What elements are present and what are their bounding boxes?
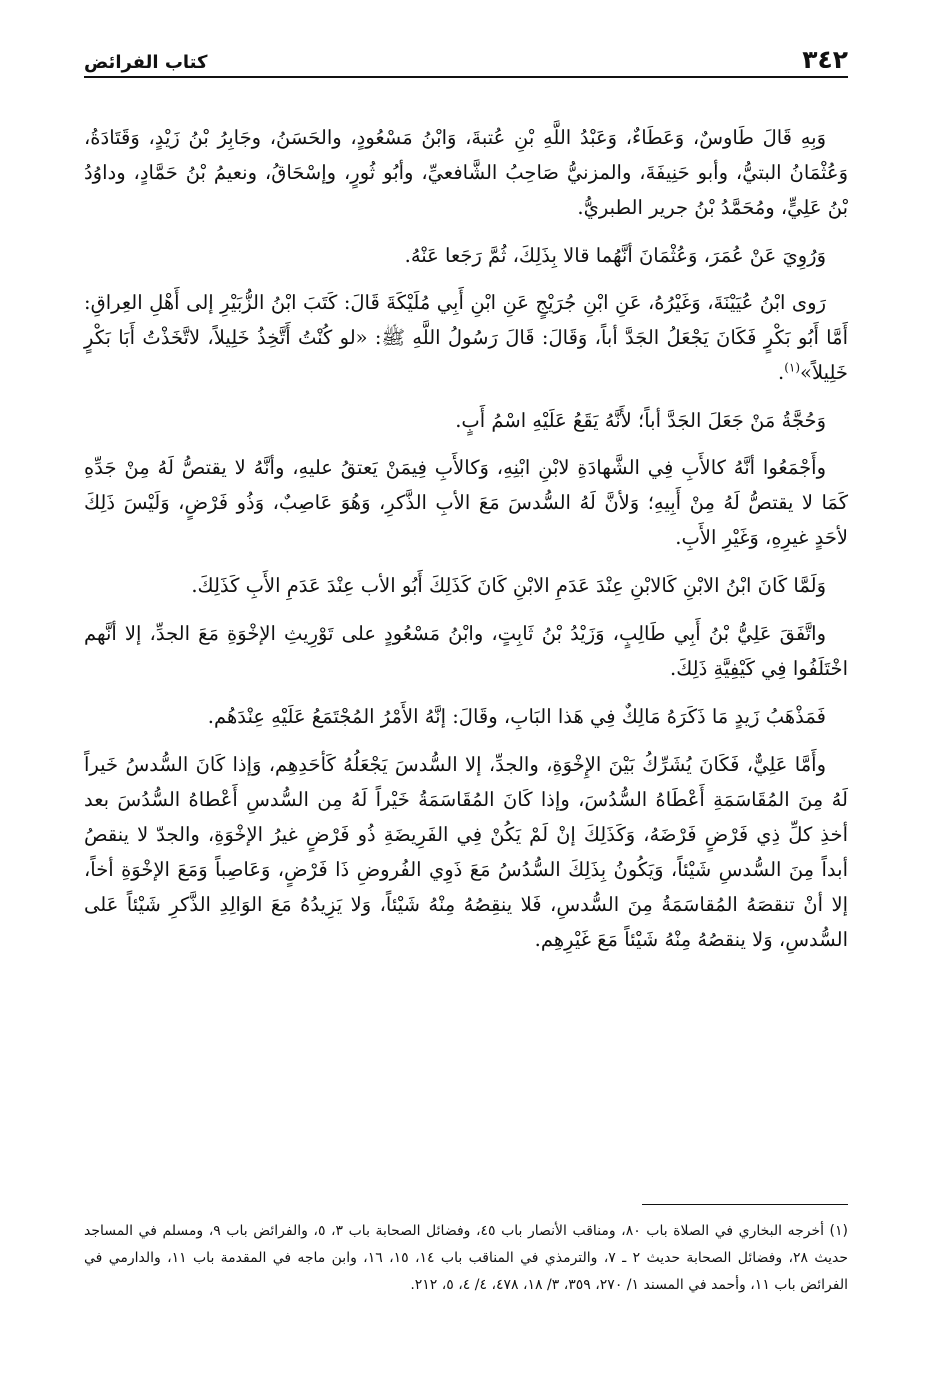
- paragraph-3-text: رَوى ابْنُ عُيَيْنَةَ، وَغَيْرُهُ، عَنِ ابْنِ جُرَيْجٍ عَنِ ابْنِ أَبِي مُلَيْكَةَ قَالَ: كَتَبَ ابْنُ الزُّبَيْرِ إلى أَهْلِ العِراقِ: أَمَّا أَبُو بَكْرٍ فَكَانَ يَجْعَلُ الجَدَّ أباً، وَقَالَ: قَالَ رَسُولُ اللَّهِ ﷺ: «لو كُنْتُ أَتَّخِذُ خَلِيلاً، لاتَّخَذْتُ أَبَا بَكْرٍ خَلِيلاً»: [84, 291, 848, 384]
- paragraph-7: واتَّفَقَ عَلِيُّ بْنُ أَبِي طَالِبٍ، وَزَيْدُ بْنُ ثَابِتٍ، وابْنُ مَسْعُودٍ على تَوْرِيثِ الإخْوَةِ مَعَ الجدِّ، إلا أنَّهم اخْتَلَفُوا فِي كَيْفِيَّةِ ذَلِكَ.: [84, 622, 848, 680]
- paragraph-9: وأَمَّا عَلِيٌّ، فَكَانَ يُشَرِّكُ بَيْنَ الإِخْوَةِ، والجدِّ، إلا السُّدسَ يَجْعَلُهُ كَأحَدِهِم، وَإذا كَانَ السُّدسُ خَيراً لَهُ مِنَ المُقَاسَمَةِ أَعْطَاهُ السُّدُسَ، وإذا كَانَ المُقَاسَمَةُ خَيْراً لَهُ مِن السُّدسِ أَعْطاهُ السُّدُسَ بعد أخذِ كلِّ ذِي فَرْضٍ فَرْضَهُ، وَكَذَلِكَ إنْ لَمْ يَكُنْ فِي الفَرِيضَةِ ذُو فَرْضٍ غيرُ الإخْوَةِ، والجدّ لا ينقصُ أبداً مِنَ السُّدسِ شَيْئاً، وَيَكُونُ بِذَلِكَ السُّدُسُ مَعَ ذَوِي الفُروضِ ذَا فَرْضٍ، وَعَاصِباً وَمَعَ الإخْوَةِ أخاً، إلا أنْ تنقصَهُ المُقاسَمَةُ مِنَ السُّدسِ، فَلا ينقِصُهُ مِنْهُ شَيْئاً، وَلا يَزِيدُهُ مَعَ الوَالِدِ الذَّكرِ شَيْئاً عَلى السُّدسِ، وَلا ينقصُهُ مِنْهُ شَيْئاً مَعَ غَيْرِهِم.: [84, 753, 848, 951]
- footnote-reference[interactable]: (١): [784, 360, 801, 375]
- footnote-1: (١) أخرجه البخاري في الصلاة باب ٨٠، ومناقب الأنصار باب ٤٥، وفضائل الصحابة باب ٣، ٥، والفرائض باب ٩، ومسلم في المساجد حديث ٢٨، وفضائل الصحابة حديث ٢ ـ ٧، والترمذي في المناقب باب ١٤، ١٥، ١٦، وابن ماجه في المقدمة باب ١١، والدارمي في الفرائض باب ١١، وأحمد في المسند ١/ ٢٧٠، ٣٥٩، ٣/ ١٨، ٤٧٨، ٤/ ٤، ٥، ٢١٢.: [84, 1223, 849, 1293]
- main-text: [84, 120, 848, 957]
- paragraph-3: رَوى ابْنُ عُيَيْنَةَ، وَغَيْرُهُ، عَنِ ابْنِ جُرَيْجٍ عَنِ ابْنِ أَبِي مُلَيْكَةَ قَالَ: كَتَبَ ابْنُ الزُّبَيْرِ إلى أَهْلِ العِراقِ: أَمَّا أَبُو بَكْرٍ فَكَانَ يَجْعَلُ الجَدَّ أباً، وَقَالَ: قَالَ رَسُولُ اللَّهِ ﷺ: «لو كُنْتُ أَتَّخِذُ خَلِيلاً، لاتَّخَذْتُ أَبَا بَكْرٍ خَلِيلاً»$^{(١)}$.: [84, 291, 848, 384]
- paragraph-2: وَرُوِيَ عَنْ عُمَرَ، وَعُثْمَانَ أنَّهُما قالا بِذَلِكَ، ثُمَّ رَجَعا عَنْهُ.: [404, 244, 826, 267]
- book-title: كتاب الفرائض: [84, 52, 208, 73]
- page-header: [84, 36, 848, 78]
- footnotes: [84, 1218, 848, 1299]
- page-number: ٣٤٢: [802, 45, 848, 74]
- paragraph-6: وَلَمَّا كَانَ ابْنُ الابْنِ كَالابْنِ عِنْدَ عَدَمِ الابْنِ كَانَ كَذَلِكَ أَبُو الأب عِنْدَ عَدَمِ الأَبِ كَذَلِكَ.: [191, 574, 826, 597]
- paragraph-1: وَبِهِ قَالَ طَاوسٌ، وَعَطَاءٌ، وَعَبْدُ اللَّهِ بْنِ عُتبةَ، وَابْنُ مَسْعُودٍ، والحَسَنُ، وجَابِرُ بْنُ زَيْدٍ، وَقَتَادَةُ، وَعُثْمَانُ البتيُّ، وأبو حَنِيفَةَ، والمزنيُّ صَاحِبُ الشَّافعيِّ، وأبُو ثُورٍ، وإسْحَاقُ، ونعيمُ بْنُ حَمَّادٍ، وداوُدُ بْنُ عَلِيٍّ، ومُحَمَّدُ بْنُ جرير الطبريُّ.: [84, 126, 848, 219]
- paragraph-4: وَحُجَّةُ مَنْ جَعَلَ الجَدَّ أباً؛ لأَنَّهُ يَقَعُ عَلَيْهِ اسْمُ أَبٍ.: [455, 409, 826, 432]
- paragraph-8: فَمَذْهَبُ زَيدٍ مَا ذَكَرَهُ مَالِكٌ فِي هَذا البَابِ، وقَالَ: إنَّهُ الأَمْرُ المُجْتَمَعُ عَلَيْهِ عِنْدَهُم.: [207, 705, 826, 728]
- footnote-divider: [642, 1204, 848, 1205]
- book-page: [84, 36, 848, 1356]
- paragraph-5: وأَجْمَعُوا أنَّهُ كالأَبِ فِي الشَّهادَةِ لابْنِ ابْنِهِ، وَكالأَبِ فِيمَنْ يَعتقُ عليهِ، وأنَّهُ لا يقتصُّ لَهُ مِنْ جَدِّهِ كَمَا لا يقتصُّ لَهُ مِنْ أَبِيهِ؛ وَلأنَّ لَهُ السُّدسَ مَعَ الأبِ الذَّكرِ، وَهُوَ عَاصِبٌ، وَذُو فَرْضٍ، وَلَيْسَ ذَلِكَ لأحَدٍ غيرِهِ، وَغَيْرِ الأَبِ.: [84, 456, 848, 549]
